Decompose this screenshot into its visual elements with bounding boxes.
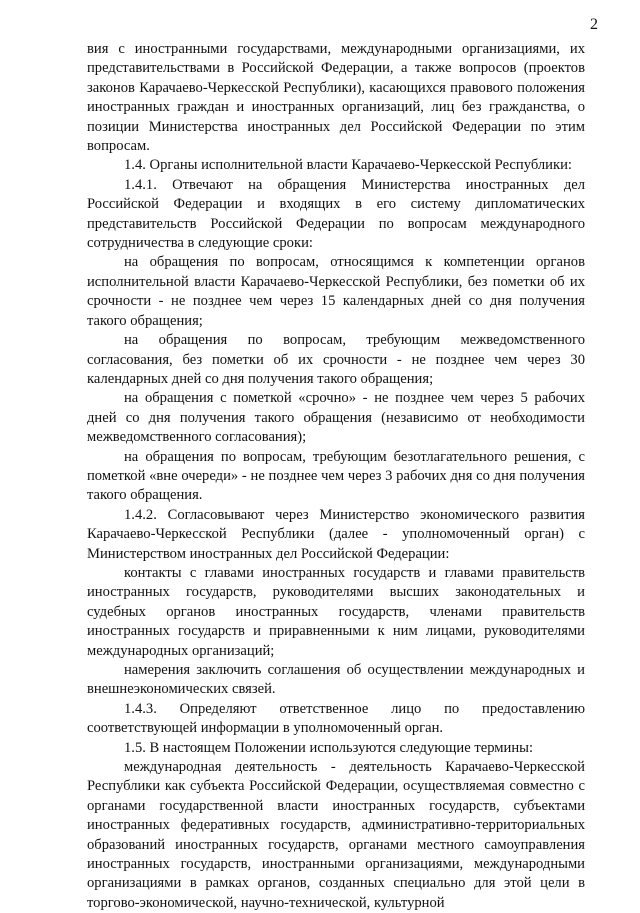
list-item: на обращения по вопросам, относящимся к компетенции органов исполнительной власти Карачаево-Черкесской Республики, без пометки об их срочности - не позднее чем через 15 календарных дней со дня получения такого обращения; bbox=[87, 254, 585, 329]
paragraph-continuation: вия с иностранными государствами, международными организациями, их представительствами в Российской Федерации, а также вопросов (проектов законов Карачаево-Черкесской Республики), касающихся правового положения иностранных граждан и иностранных организаций, лиц без гражданства, о позиции Министерства иностранных дел Российской Федерации по этим вопросам. bbox=[87, 41, 585, 155]
list-item: намерения заключить соглашения об осуществлении международных и внешнеэкономических связей. bbox=[87, 662, 585, 698]
list-item: контакты с главами иностранных государств и главами правительств иностранных государств, руководителями высших законодательных и судебных органов иностранных государств, членами правительств иностранных государств и приравненными к ним лицами, руководителями международных организаций; bbox=[87, 564, 585, 659]
paragraph-1-4-1: 1.4.1. Отвечают на обращения Министерства иностранных дел Российской Федерации и входящих в его систему дипломатических представительств Российской Федерации по вопросам международного сотрудничества в следующие сроки: bbox=[87, 176, 585, 252]
list-item: на обращения по вопросам, требующим межведомственного согласования, без пометки об их срочности - не позднее чем через 30 календарных дней со дня получения такого обращения; bbox=[87, 332, 585, 387]
paragraph-1-5: 1.5. В настоящем Положении используются следующие термины: bbox=[124, 739, 533, 756]
list-item: на обращения по вопросам, требующим безотлагательного решения, с пометкой «вне очереди» - не позднее чем через 3 рабочих дня со дня получения такого обращения. bbox=[87, 448, 585, 504]
paragraph-1-4-3: 1.4.3. Определяют ответственное лицо по предоставлению соответствующей информации в уполномоченный орган. bbox=[87, 700, 585, 737]
list-item: на обращения с пометкой «срочно» - не позднее чем через 5 рабочих дней со дня получения такого обращения (независимо от необходимости межведомственного согласования); bbox=[87, 390, 585, 446]
paragraph-1-4: 1.4. Органы исполнительной власти Карачаево-Черкесской Республики: bbox=[124, 157, 572, 174]
paragraph-1-4-2: 1.4.2. Согласовывают через Министерство экономического развития Карачаево-Черкесской Республики (далее - уполномоченный орган) с Министерством иностранных дел Российской Федерации: bbox=[87, 506, 585, 562]
term-definition: международная деятельность - деятельность Карачаево-Черкесской Республики как субъекта Российской Федерации, осуществляемая совместно с органами государственной власти иностранных государств, субъектами иностранных федеративных государств, административно-территориальных образований иностранных государств, органами местного самоуправления иностранных государств, иностранными организациями, международными организациями в рамках органов, созданных специально для этой цели в торгово-экономической, научно-технической, культурной bbox=[87, 759, 585, 911]
page-number: 2 bbox=[590, 16, 598, 33]
document-body bbox=[87, 40, 585, 913]
